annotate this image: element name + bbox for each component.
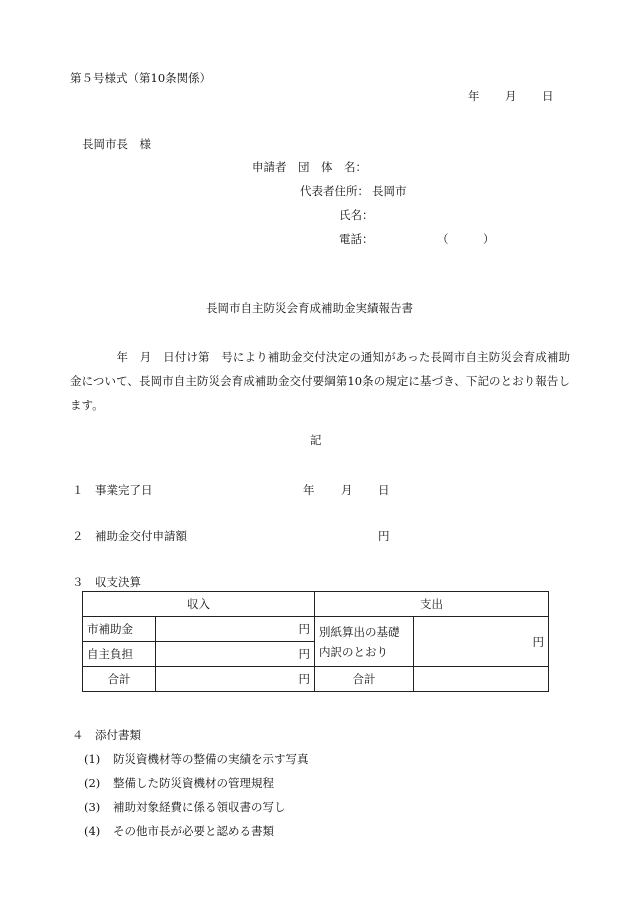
self-burden-yen: 円 bbox=[156, 642, 315, 667]
form-number: 第５号様式（第10条関係） bbox=[70, 71, 212, 85]
date-month: 月 bbox=[505, 89, 517, 103]
item1-number: １ bbox=[72, 483, 84, 497]
item1-day: 日 bbox=[378, 483, 390, 497]
body-paragraph: 年 月 日付け第 号により補助金交付決定の通知があった長岡市自主防災会育成補助金について、長岡市自主防災会育成補助金交付要綱第10条の規定に基づき、下記のとおり報告します。 bbox=[70, 350, 570, 412]
income-total-yen: 円 bbox=[156, 667, 315, 692]
item1-label: 事業完了日 bbox=[95, 483, 153, 497]
document-title: 長岡市自主防災会育成補助金実績報告書 bbox=[206, 301, 413, 315]
city-subsidy-yen: 円 bbox=[156, 617, 315, 642]
expense-total-label: 合計 bbox=[315, 667, 414, 692]
expense-header: 支出 bbox=[315, 592, 549, 617]
attachment-1-text: 防災資機材等の整備の実績を示す写真 bbox=[113, 752, 309, 766]
attachment-3-text: 補助対象経費に係る領収書の写し bbox=[113, 800, 286, 814]
item4-number: ４ bbox=[72, 728, 84, 742]
item4-label: 添付書類 bbox=[95, 728, 141, 742]
attachment-4-text: その他市長が必要と認める書類 bbox=[113, 824, 274, 838]
applicant-address-label: 代表者住所： bbox=[300, 184, 369, 198]
expense-description: 別紙算出の基礎内訳のとおり bbox=[315, 617, 414, 667]
applicant-group-label: 申請者 団 体 名： bbox=[252, 160, 367, 174]
attachment-3-number: (3) bbox=[84, 800, 101, 814]
date-day: 日 bbox=[542, 89, 554, 103]
expense-total-value bbox=[414, 667, 549, 692]
applicant-name-label: 氏名： bbox=[339, 208, 374, 222]
item2-number: ２ bbox=[72, 529, 84, 543]
attachment-2-text: 整備した防災資機材の管理規程 bbox=[113, 776, 274, 790]
city-subsidy-label: 市補助金 bbox=[83, 617, 156, 642]
item1-month: 月 bbox=[341, 483, 353, 497]
phone-paren-close: ） bbox=[483, 232, 495, 246]
attachment-2-number: (2) bbox=[84, 776, 101, 790]
table-row bbox=[83, 667, 549, 692]
applicant-address-value: 長岡市 bbox=[372, 184, 407, 198]
table-row bbox=[83, 592, 549, 617]
ki-marker: 記 bbox=[310, 433, 322, 447]
addressee: 長岡市長 様 bbox=[82, 137, 151, 151]
item2-yen: 円 bbox=[378, 529, 390, 543]
date-year: 年 bbox=[468, 89, 480, 103]
attachment-1-number: (1) bbox=[84, 752, 101, 766]
expense-yen: 円 bbox=[414, 617, 549, 667]
item3-number: ３ bbox=[72, 575, 84, 589]
self-burden-label: 自主負担 bbox=[83, 642, 156, 667]
item1-year: 年 bbox=[303, 483, 315, 497]
applicant-phone-label: 電話： bbox=[339, 232, 374, 246]
income-total-label: 合計 bbox=[83, 667, 156, 692]
phone-paren-open: （ bbox=[437, 232, 449, 246]
attachment-4-number: (4) bbox=[84, 824, 101, 838]
income-header: 収入 bbox=[83, 592, 315, 617]
budget-table bbox=[82, 591, 549, 692]
item2-label: 補助金交付申請額 bbox=[95, 529, 187, 543]
item3-label: 収支決算 bbox=[95, 575, 141, 589]
table-row bbox=[83, 617, 549, 642]
